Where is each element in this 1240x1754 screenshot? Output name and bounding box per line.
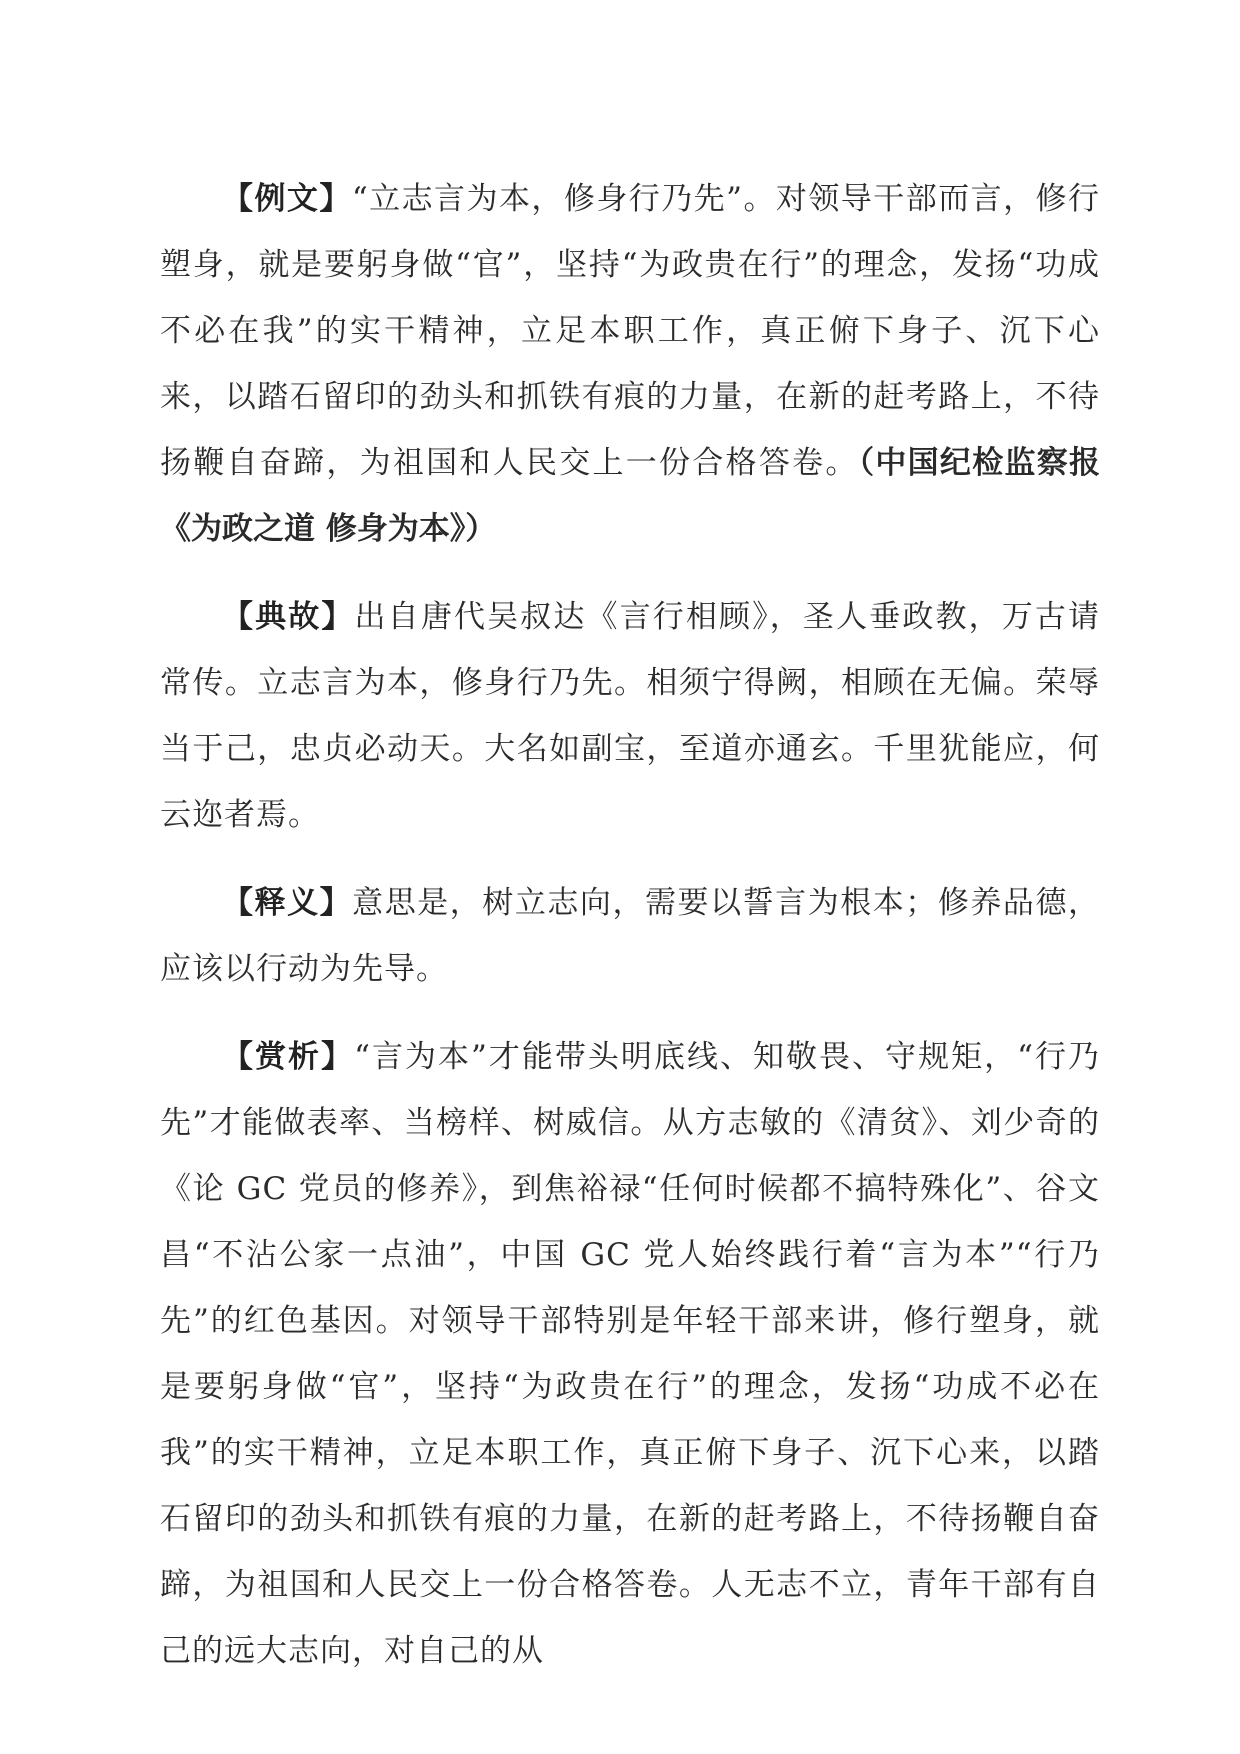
paragraph-appreciation: [160, 1024, 1100, 1684]
paragraph-example: [160, 166, 1100, 562]
label-meaning: 【释义】: [222, 885, 353, 921]
label-example: 【例文】: [222, 181, 352, 217]
paragraph-meaning: [160, 870, 1100, 1002]
allusion-text: 出自唐代吴叔达《言行相顾》，圣人垂政教，万古请常传。立志言为本，修身行乃先。相须宁得阙，相顾在无偏。荣辱当于己，忠贞必动天。大名如副宝，至道亦通玄。千里犹能应，何云迩者焉。: [160, 599, 1101, 833]
appreciation-text: “言为本”才能带头明底线、知敬畏、守规矩，“行乃先”才能做表率、当榜样、树威信。从方志敏的《清贫》、刘少奇的《论 GC 党员的修养》，到焦裕禄“任何时候都不搞特殊化”、谷文昌“不沾公家一点油”，中国 GC 党人始终践行着“言为本”“行乃先”的红色基因。对领导干部特别是年轻干部来讲，修行塑身，就是要躬身做“官”，坚持“为政贵在行”的理念，发扬“功成不必在我”的实干精神，立足本职工作，真正俯下身子、沉下心来，以踏石留印的劲头和抓铁有痕的力量，在新的赶考路上，不待扬鞭自奋蹄，为祖国和人民交上一份合格答卷。人无志不立，青年干部有自己的远大志向，对自己的从: [160, 1039, 1101, 1669]
label-appreciation: 【赏析】: [222, 1039, 355, 1075]
example-source: （中国纪检监察报《为政之道 修身为本》）: [160, 445, 1100, 547]
example-text: “立志言为本，修身行乃先”。对领导干部而言，修行塑身，就是要躬身做“官”，坚持“为政贵在行”的理念，发扬“功成不必在我”的实干精神，立足本职工作，真正俯下身子、沉下心来，以踏石留印的劲头和抓铁有痕的力量，在新的赶考路上，不待扬鞭自奋蹄，为祖国和人民交上一份合格答卷。: [160, 181, 1100, 481]
label-allusion: 【典故】: [222, 599, 355, 635]
paragraph-allusion: [160, 584, 1100, 848]
document-body: [160, 166, 1100, 1706]
meaning-text: 意思是，树立志向，需要以誓言为根本；修养品德，应该以行动为先导。: [160, 885, 1100, 987]
